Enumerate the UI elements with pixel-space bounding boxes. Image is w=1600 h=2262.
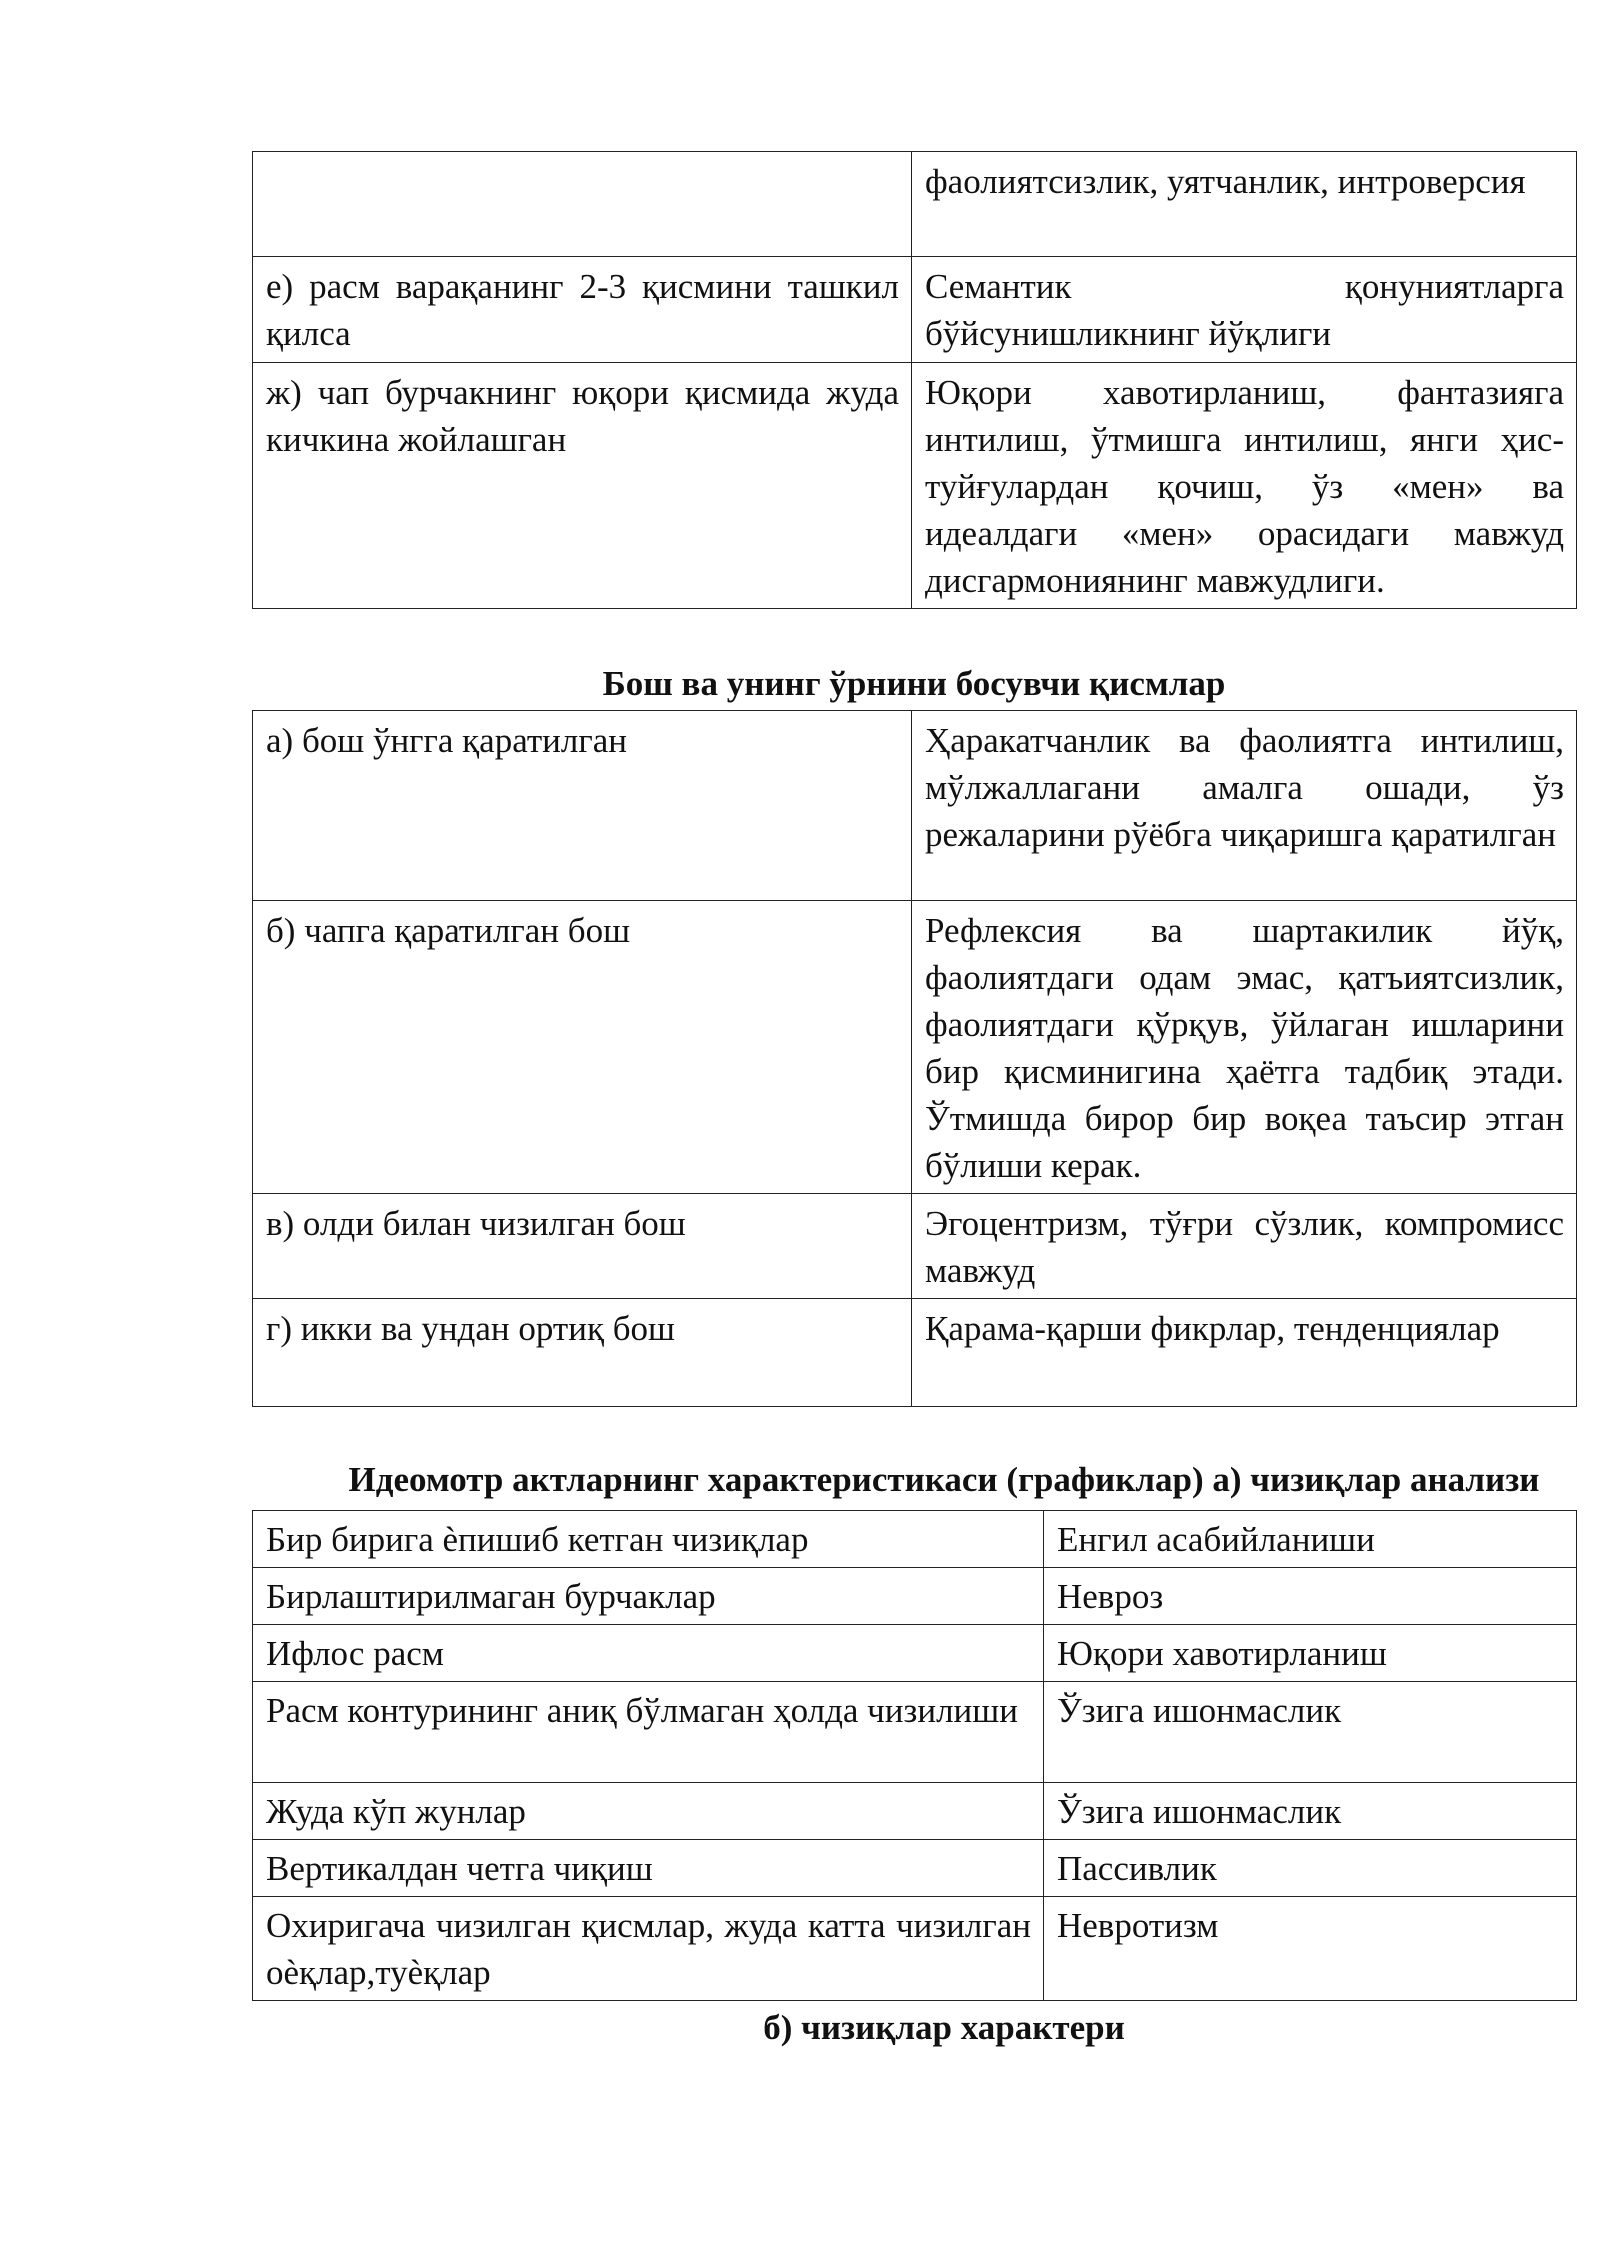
table-cell-left: Расм контурининг аниқ бўлмаган ҳолда чизилиши (253, 1682, 1044, 1783)
table-cell-left: а) бош ўнгга қаратилган (253, 711, 912, 901)
table-cell-right: фаолиятсизлик, уятчанлик, интроверсия (912, 152, 1577, 257)
table-cell-right: Енгил асабийланиши (1044, 1511, 1577, 1568)
table-cell-right: Семантик қонуниятларга бўйсунишликнинг йўқлиги (912, 257, 1577, 363)
table-line-analysis (252, 1510, 1577, 2001)
table-cell-left: б) чапга қаратилган бош (253, 901, 912, 1194)
table-cell-left: г) икки ва ундан ортиқ бош (253, 1299, 912, 1407)
table-cell-right: Эгоцентризм, тўғри сўзлик, компромисс мавжуд (912, 1194, 1577, 1299)
table-cell-left: Ифлос расм (253, 1625, 1044, 1682)
table-row (253, 1840, 1577, 1897)
table-row (253, 901, 1577, 1194)
section-heading-lines: Идеомотр актларнинг характеристикаси (графиклар) а) чизиқлар анализи (348, 1460, 1540, 1499)
table-cell-right: Невроз (1044, 1568, 1577, 1625)
table-cell-right: Қарама-қарши фикрлар, тенденциялар (912, 1299, 1577, 1407)
section-heading-head: Бош ва унинг ўрнини босувчи қисмлар (602, 664, 1226, 703)
table-cell-right: Ҳаракатчанлик ва фаолиятга интилиш, мўлжаллагани амалга ошади, ўз режаларини рўёбга чиқаришга қаратилган (912, 711, 1577, 901)
table-head-position (252, 710, 1577, 1407)
table-row (253, 152, 1577, 257)
table-row (253, 1783, 1577, 1840)
section-heading-line-character: б) чизиқлар характери (763, 2008, 1125, 2047)
table-row (253, 363, 1577, 609)
table-cell-left: Охиригача чизилган қисмлар, жуда катта чизилган оѐқлар,туѐқлар (253, 1897, 1044, 2001)
table-cell-left: ж) чап бурчакнинг юқори қисмида жуда кичкина жойлашган (253, 363, 912, 609)
table-cell-right: Невротизм (1044, 1897, 1577, 2001)
table-cell-right: Юқори хавотирланиш, фантазияга интилиш, ўтмишга интилиш, янги ҳис-туйғулардан қочиш, ўз «мен» ва идеалдаги «мен» орасидаги мавжуд дисгармониянинг мавжудлиги. (912, 363, 1577, 609)
document-page (252, 151, 1576, 2052)
table-row (253, 1682, 1577, 1783)
table-row (253, 1625, 1577, 1682)
table-cell-right: Ўзига ишонмаслик (1044, 1682, 1577, 1783)
table-row (253, 1511, 1577, 1568)
table-cell-left: Бирлаштирилмаган бурчаклар (253, 1568, 1044, 1625)
table-row (253, 1568, 1577, 1625)
table-cell-left: Вертикалдан четга чиқиш (253, 1840, 1044, 1897)
table-cell-left: е) расм варақанинг 2-3 қисмини ташкил қилса (253, 257, 912, 363)
table-cell-left (253, 152, 912, 257)
table-cell-right: Рефлексия ва шартакилик йўқ, фаолиятдаги одам эмас, қатъиятсизлик, фаолиятдаги қўрқув, ўйлаган ишларини бир қисминигина ҳаётга тадбиқ этади. Ўтмишда бирор бир воқеа таъсир этган бўлиши керак. (912, 901, 1577, 1194)
table-row (253, 257, 1577, 363)
table-cell-right: Пассивлик (1044, 1840, 1577, 1897)
table-cell-left: Жуда кўп жунлар (253, 1783, 1044, 1840)
table-cell-right: Юқори хавотирланиш (1044, 1625, 1577, 1682)
table-row (253, 1299, 1577, 1407)
table-cell-left: Бир бирига ѐпишиб кетган чизиқлар (253, 1511, 1044, 1568)
table-row (253, 1194, 1577, 1299)
table-drawing-placement (252, 151, 1577, 609)
table-cell-left: в) олди билан чизилган бош (253, 1194, 912, 1299)
table-row (253, 1897, 1577, 2001)
table-row (253, 711, 1577, 901)
table-cell-right: Ўзига ишонмаслик (1044, 1783, 1577, 1840)
